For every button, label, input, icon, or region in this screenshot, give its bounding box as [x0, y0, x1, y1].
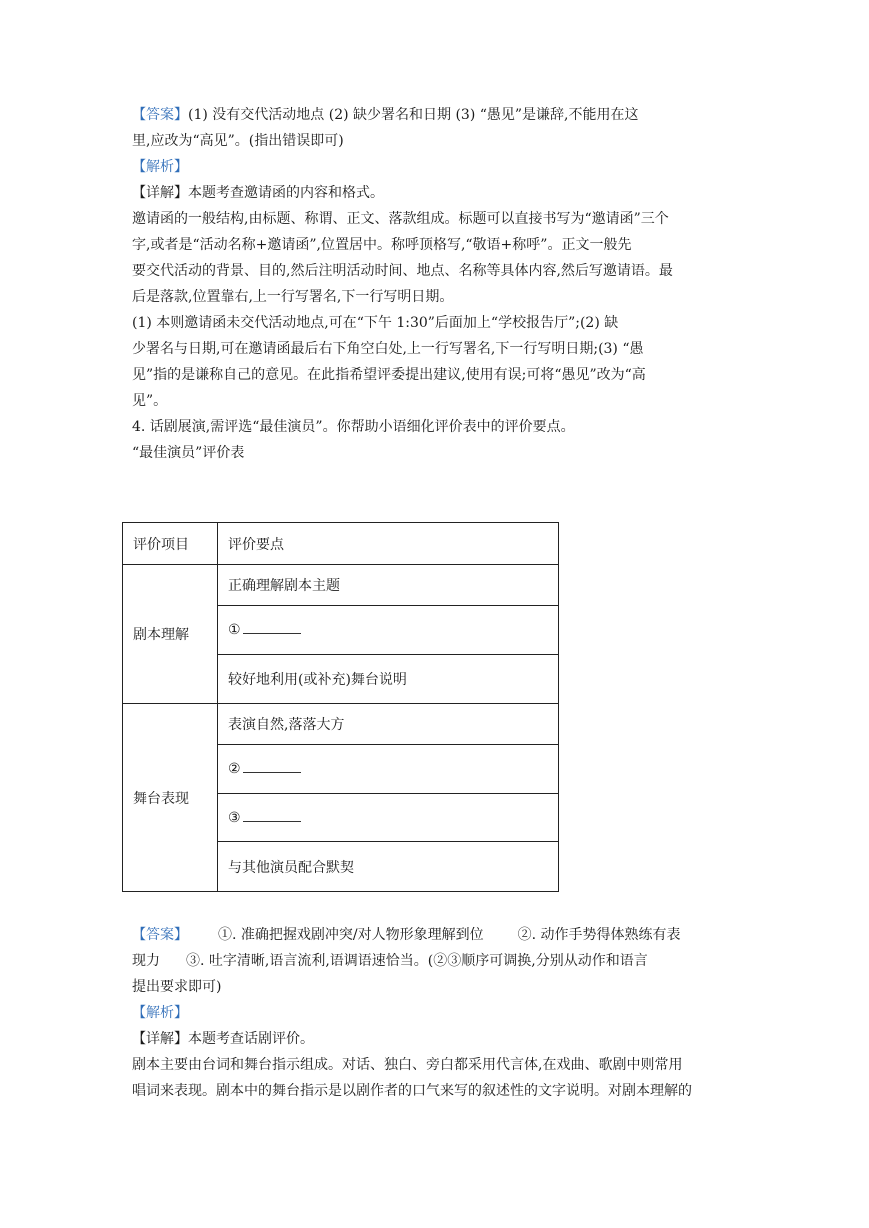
- paragraph-line: (1) 本则邀请函未交代活动地点,可在“下午 1:30”后面加上“学校报告厅”;(2) 缺: [132, 315, 619, 331]
- paragraph-line: 剧本主要由台词和舞台指示组成。对话、独白、旁白都采用代言体,在戏曲、歌剧中则常用: [132, 1057, 683, 1073]
- paragraph-line: 邀请函的一般结构,由标题、称谓、正文、落款组成。标题可以直接书写为“邀请函”三个: [132, 211, 669, 227]
- detail-line: 【详解】本题考查话剧评价。: [132, 1031, 314, 1047]
- answer-tag: 【答案】: [132, 107, 188, 123]
- evaluation-table: [122, 522, 559, 892]
- answer-tag: 【答案】: [132, 927, 188, 943]
- group-label-script: 剧本理解: [123, 565, 218, 704]
- q3-answer-line1: [132, 102, 740, 128]
- paragraph-line: 见”。: [132, 393, 168, 409]
- paragraph-line: 唱词来表现。剧本中的舞台指示是以剧作者的口气来写的叙述性的文字说明。对剧本理解的: [132, 1083, 692, 1099]
- q3-section: [132, 102, 740, 466]
- detail-line: 【详解】本题考查邀请函的内容和格式。: [132, 185, 384, 201]
- fill-blank: [243, 771, 301, 773]
- header-point: 评价要点: [218, 523, 559, 565]
- analysis-tag: 【解析】: [132, 1005, 188, 1021]
- q4-answer-line2: [132, 948, 740, 974]
- table-row: [123, 565, 559, 606]
- header-item: 评价项目: [123, 523, 218, 565]
- q4-answer-line1: [132, 922, 740, 948]
- fill-blank: [243, 632, 301, 634]
- blank-number: ②: [228, 761, 241, 777]
- table-cell: 表演自然,落落大方: [218, 704, 559, 745]
- answer-item-1: ①. 准确把握戏剧冲突/对人物形象理解到位: [218, 927, 484, 943]
- answer-item-3: ③. 吐字清晰,语言流利,语调语速恰当。(②③顺序可调换,分别从动作和语言: [186, 953, 648, 969]
- fill-blank: [243, 820, 301, 822]
- analysis-tag: 【解析】: [132, 159, 188, 175]
- answer-item-2-cont: 现力: [132, 953, 160, 969]
- blank-cell-2: [218, 745, 559, 794]
- table-cell: 正确理解剧本主题: [218, 565, 559, 606]
- blank-number: ③: [228, 809, 241, 826]
- answer-text: (1) 没有交代活动地点 (2) 缺少署名和日期 (3) “愚见”是谦辞,不能用在这: [188, 107, 639, 123]
- blank-cell-3: [218, 794, 559, 842]
- table-cell: 较好地利用(或补充)舞台说明: [218, 655, 559, 704]
- group-label-stage: 舞台表现: [123, 704, 218, 892]
- question-4: 4. 话剧展演,需评选“最佳演员”。你帮助小语细化评价表中的评价要点。: [132, 419, 575, 435]
- blank-number: ①: [228, 622, 241, 638]
- blank-cell-1: [218, 606, 559, 655]
- q4-answer-line3: 提出要求即可): [132, 979, 222, 995]
- q3-answer-line2: 里,应改为“高见”。(指出错误即可): [132, 133, 344, 149]
- table-header-row: [123, 523, 559, 565]
- paragraph-line: 见”指的是谦称自己的意见。在此指希望评委提出建议,使用有误;可将“愚见”改为“高: [132, 367, 646, 383]
- paragraph-line: 要交代活动的背景、目的,然后注明活动时间、地点、名称等具体内容,然后写邀请语。最: [132, 263, 673, 279]
- paragraph-line: 后是落款,位置靠右,上一行写署名,下一行写明日期。: [132, 289, 454, 305]
- table-row: [123, 704, 559, 745]
- paragraph-line: 少署名与日期,可在邀请函最后右下角空白处,上一行写署名,下一行写明日期;(3) “愚: [132, 341, 644, 357]
- table-cell: 与其他演员配合默契: [218, 842, 559, 892]
- answer-item-2: ②. 动作手势得体熟练有表: [517, 927, 681, 943]
- paragraph-line: 字,或者是“活动名称+邀请函”,位置居中。称呼顶格写,“敬语+称呼”。正文一般先: [132, 237, 632, 253]
- q4-answer-section: [132, 922, 740, 1104]
- table-title: “最佳演员”评价表: [132, 445, 245, 461]
